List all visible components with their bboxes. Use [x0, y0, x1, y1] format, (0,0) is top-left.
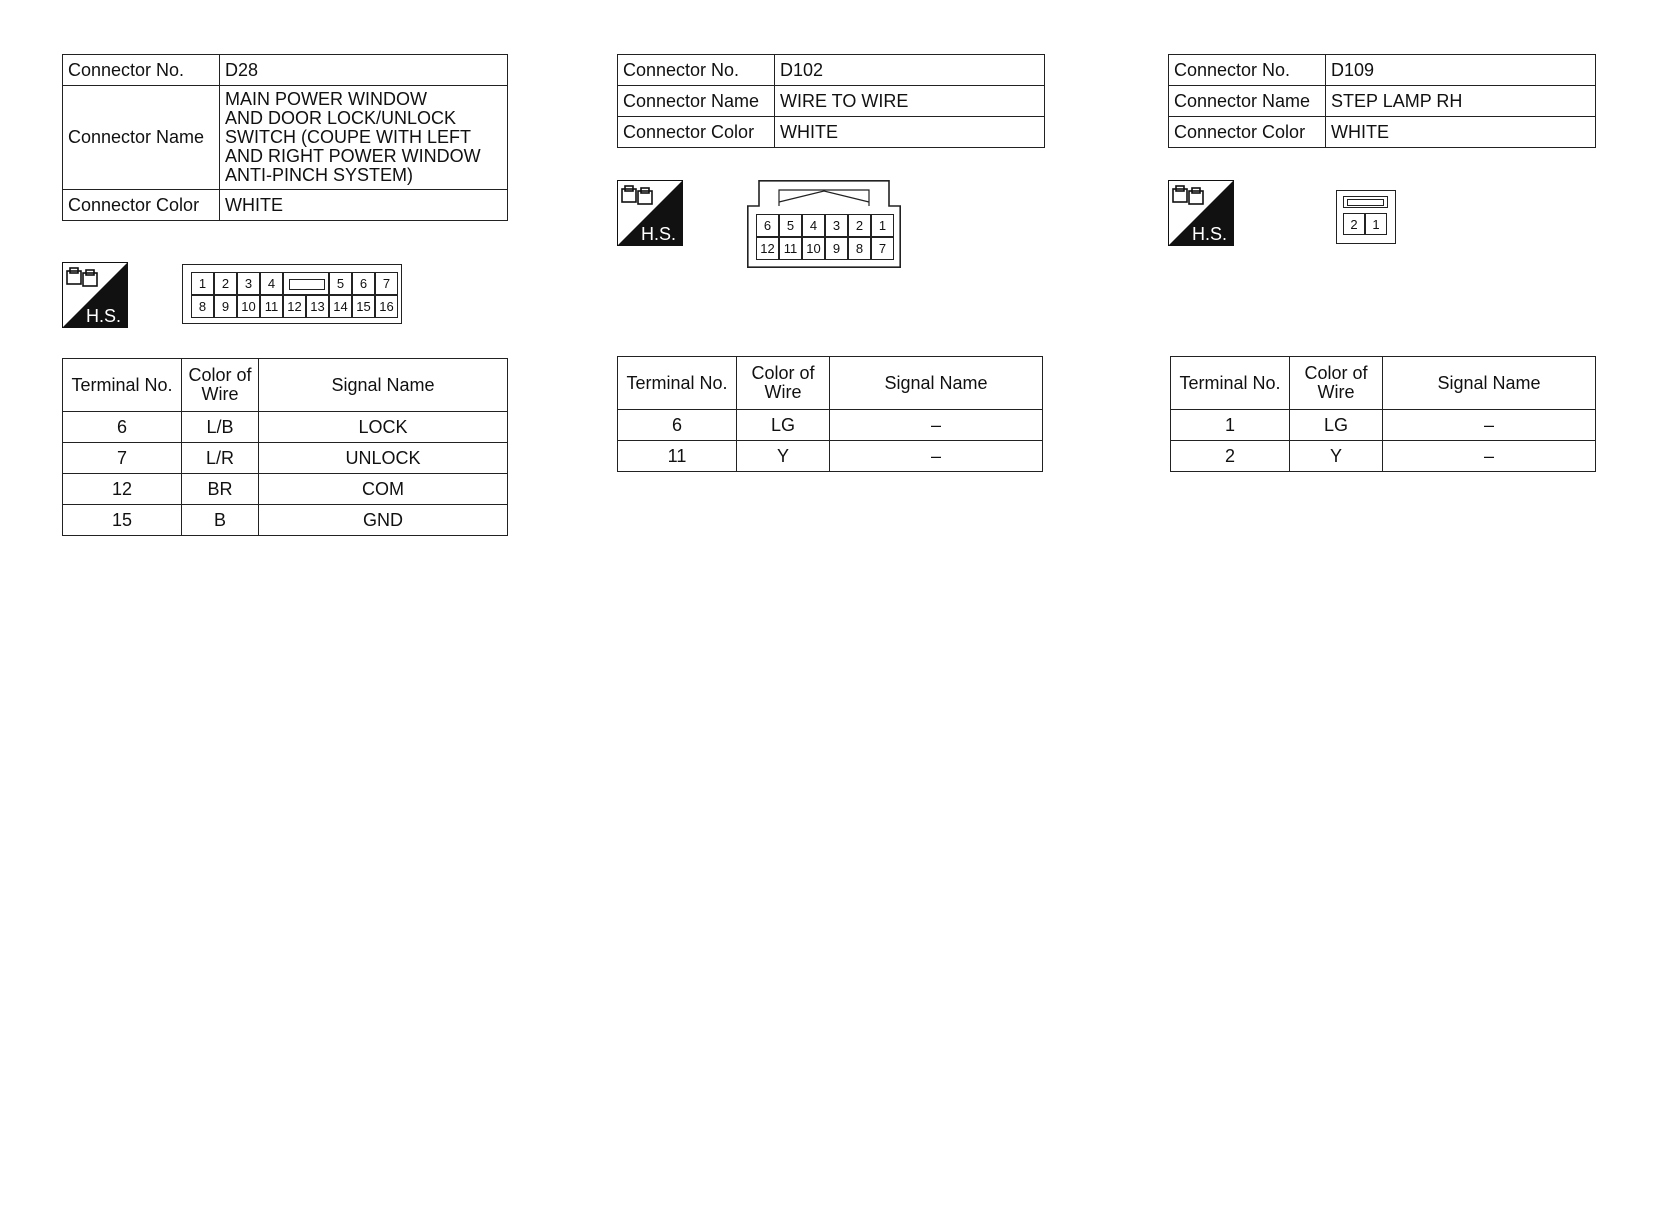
pin-14: 14	[329, 295, 352, 318]
wire-cell: LG	[737, 410, 830, 441]
table-row	[618, 441, 1043, 472]
hs-label: H.S.	[1192, 224, 1228, 244]
signal-cell: GND	[259, 505, 508, 536]
col-terminal-header: Terminal No.	[63, 359, 182, 412]
signal-cell: COM	[259, 474, 508, 505]
wire-cell: Y	[737, 441, 830, 472]
terminal-cell: 1	[1171, 410, 1290, 441]
signal-cell: –	[1383, 410, 1596, 441]
pin-16: 16	[375, 295, 398, 318]
connector-name-value: WIRE TO WIRE	[775, 86, 1045, 117]
pin-1: 1	[191, 272, 214, 295]
connector-color-value: WHITE	[220, 190, 508, 221]
wire-cell: Y	[1290, 441, 1383, 472]
col-signal-header: Signal Name	[259, 359, 508, 412]
connector-color-value: WHITE	[1326, 117, 1596, 148]
pin-1: 1	[1365, 213, 1387, 235]
pin-11: 11	[260, 295, 283, 318]
pin-2: 2	[848, 214, 871, 237]
pin-2: 2	[1343, 213, 1365, 235]
harness-side-icon	[62, 262, 128, 328]
connector-no-label: Connector No.	[63, 55, 220, 86]
wire-cell: LG	[1290, 410, 1383, 441]
pin-3: 3	[825, 214, 848, 237]
table-row	[63, 443, 508, 474]
connector-d109-terminal-table	[1170, 356, 1596, 472]
connector-no-value: D102	[775, 55, 1045, 86]
pin-3: 3	[237, 272, 260, 295]
connector-name-label: Connector Name	[63, 86, 220, 190]
col-wire-header: Color of Wire	[1304, 363, 1368, 402]
connector-color-value: WHITE	[775, 117, 1045, 148]
terminal-cell: 15	[63, 505, 182, 536]
connector-name-value: STEP LAMP RH	[1326, 86, 1596, 117]
terminal-cell: 6	[618, 410, 737, 441]
pin-2: 2	[214, 272, 237, 295]
pin-11: 11	[779, 237, 802, 260]
harness-side-icon	[617, 180, 683, 246]
wire-cell: BR	[182, 474, 259, 505]
connector-no-value: D28	[220, 55, 508, 86]
signal-cell: –	[830, 410, 1043, 441]
signal-cell: LOCK	[259, 412, 508, 443]
pin-5: 5	[779, 214, 802, 237]
pin-10: 10	[237, 295, 260, 318]
pin-10: 10	[802, 237, 825, 260]
signal-cell: UNLOCK	[259, 443, 508, 474]
connector-no-value: D109	[1326, 55, 1596, 86]
connector-color-label: Connector Color	[1169, 117, 1326, 148]
connector-color-label: Connector Color	[63, 190, 220, 221]
col-wire-header: Color of Wire	[751, 363, 815, 402]
wire-cell: L/R	[182, 443, 259, 474]
connector-name-label: Connector Name	[618, 86, 775, 117]
col-signal-header: Signal Name	[830, 357, 1043, 410]
connector-d102-info-table	[617, 54, 1045, 148]
terminal-cell: 12	[63, 474, 182, 505]
hs-label: H.S.	[86, 306, 122, 326]
pin-8: 8	[191, 295, 214, 318]
table-row	[63, 412, 508, 443]
pin-6: 6	[756, 214, 779, 237]
connector-d28-info-table	[62, 54, 508, 221]
signal-cell: –	[1383, 441, 1596, 472]
signal-cell: –	[830, 441, 1043, 472]
connector-d28-face	[182, 264, 402, 324]
pin-9: 9	[214, 295, 237, 318]
pin-6: 6	[352, 272, 375, 295]
table-row	[63, 474, 508, 505]
col-signal-header: Signal Name	[1383, 357, 1596, 410]
pin-1: 1	[871, 214, 894, 237]
col-terminal-header: Terminal No.	[618, 357, 737, 410]
pin-4: 4	[802, 214, 825, 237]
connector-d28-terminal-table	[62, 358, 508, 536]
table-row	[1171, 441, 1596, 472]
terminal-cell: 6	[63, 412, 182, 443]
wire-cell: B	[182, 505, 259, 536]
pin-8: 8	[848, 237, 871, 260]
hs-label: H.S.	[641, 224, 677, 244]
terminal-cell: 2	[1171, 441, 1290, 472]
connector-no-label: Connector No.	[1169, 55, 1326, 86]
table-row	[1171, 410, 1596, 441]
pin-13: 13	[306, 295, 329, 318]
wire-cell: L/B	[182, 412, 259, 443]
pin-15: 15	[352, 295, 375, 318]
pin-12: 12	[756, 237, 779, 260]
terminal-cell: 11	[618, 441, 737, 472]
terminal-cell: 7	[63, 443, 182, 474]
pin-7: 7	[871, 237, 894, 260]
col-terminal-header: Terminal No.	[1171, 357, 1290, 410]
pin-4: 4	[260, 272, 283, 295]
connector-name-label: Connector Name	[1169, 86, 1326, 117]
connector-no-label: Connector No.	[618, 55, 775, 86]
pin-7: 7	[375, 272, 398, 295]
table-row	[63, 505, 508, 536]
connector-d109-face	[1336, 190, 1396, 244]
locking-tab	[283, 272, 329, 295]
pin-5: 5	[329, 272, 352, 295]
connector-d109-info-table	[1168, 54, 1596, 148]
harness-side-icon	[1168, 180, 1234, 246]
col-wire-header: Color of Wire	[188, 365, 252, 404]
connector-d102-face	[747, 180, 901, 268]
connector-name-value: MAIN POWER WINDOW AND DOOR LOCK/UNLOCK SWITCH (COUPE WITH LEFT AND RIGHT POWER WINDOW ANTI-PINCH SYSTEM)	[225, 89, 481, 185]
table-row	[618, 410, 1043, 441]
pin-12: 12	[283, 295, 306, 318]
locking-tab	[1343, 196, 1388, 208]
connector-d102-terminal-table	[617, 356, 1043, 472]
connector-color-label: Connector Color	[618, 117, 775, 148]
pin-9: 9	[825, 237, 848, 260]
